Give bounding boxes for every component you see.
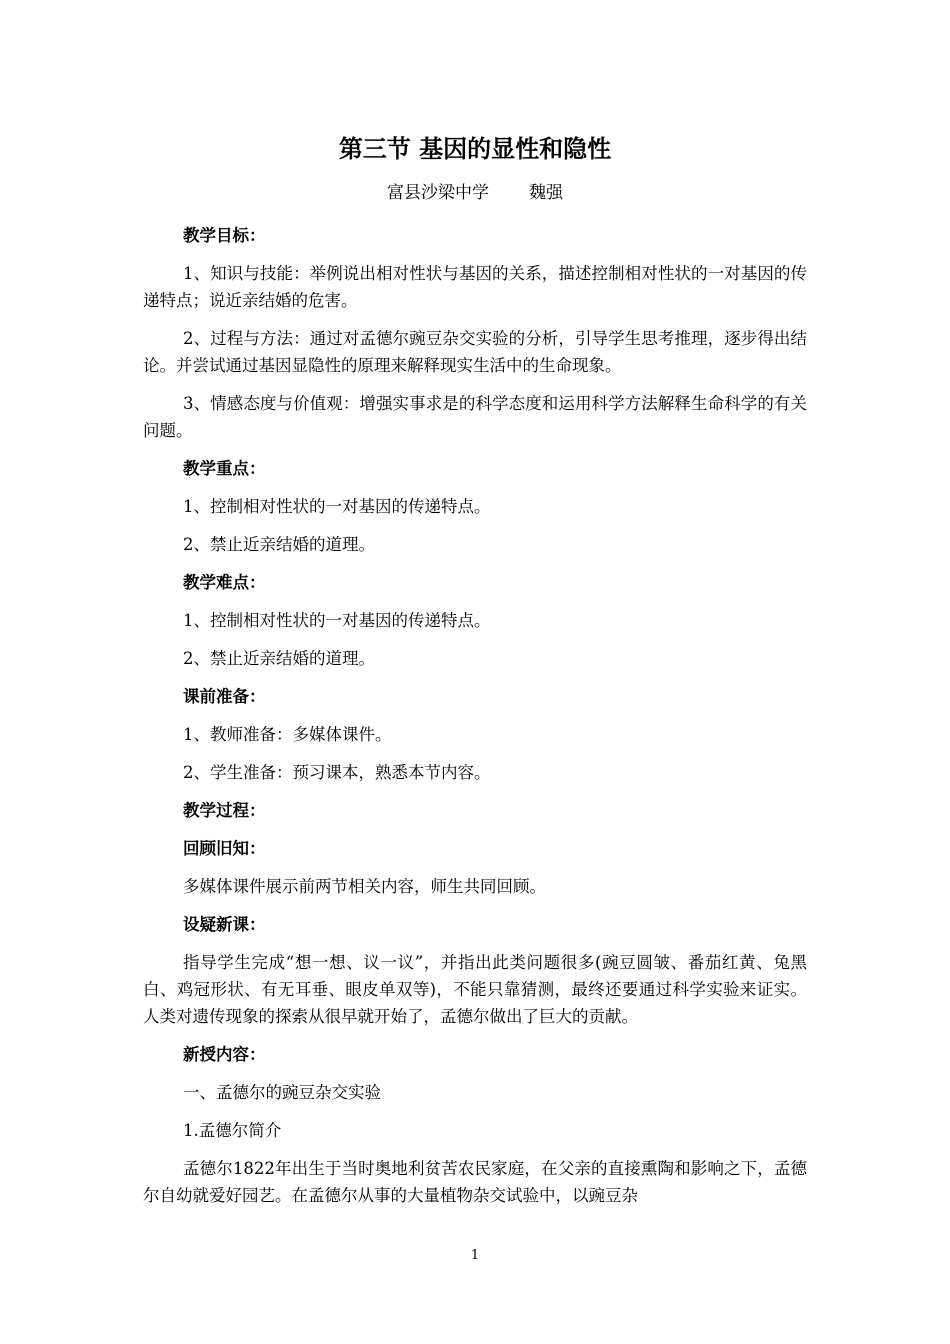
key-point-item: 2、禁止近亲结婚的道理。 (183, 535, 375, 554)
subsection-heading: 1.孟德尔简介 (183, 1121, 282, 1140)
review-text: 多媒体课件展示前两节相关内容，师生共同回顾。 (183, 877, 546, 896)
preparation-item: 2、学生准备：预习课本，熟悉本节内容。 (183, 763, 491, 782)
objective-item: 3、情感态度与价值观：增强实事求是的科学态度和运用科学方法解释生命科学的有关问题。 (143, 394, 807, 440)
author-school: 富县沙梁中学 (387, 183, 489, 203)
heading-preparation: 课前准备： (183, 687, 266, 706)
preparation-item: 1、教师准备：多媒体课件。 (183, 725, 392, 744)
page-number: 1 (470, 1248, 480, 1263)
heading-objectives: 教学目标： (183, 226, 266, 245)
heading-intro: 设疑新课： (183, 915, 266, 934)
objective-item: 1、知识与技能：举例说出相对性状与基因的关系，描述控制相对性状的一对基因的传递特点；说近亲结婚的危害。 (143, 264, 807, 310)
author-line (0, 180, 950, 206)
document-title: 第三节 基因的显性和隐性 (338, 135, 612, 163)
heading-difficulties: 教学难点： (183, 573, 266, 592)
heading-review: 回顾旧知： (183, 839, 266, 858)
objective-item: 2、过程与方法：通过对孟德尔豌豆杂交实验的分析，引导学生思考推理，逐步得出结论。并尝试通过基因显隐性的原理来解释现实生活中的生命现象。 (143, 329, 807, 375)
heading-key-points: 教学重点： (183, 459, 266, 478)
difficulty-item: 1、控制相对性状的一对基因的传递特点。 (183, 611, 491, 630)
key-point-item: 1、控制相对性状的一对基因的传递特点。 (183, 497, 491, 516)
intro-text: 指导学生完成“想一想、议一议”，并指出此类问题很多(豌豆圆皱、番茄红黄、兔黑白、鸡冠形状、有无耳垂、眼皮单双等)，不能只靠猜测，最终还要通过科学实验来证实。人类对遗传现象的探索从很早就开始了，孟德尔做出了巨大的贡献。 (143, 953, 807, 1026)
document-body (143, 222, 807, 1220)
body-paragraph: 孟德尔1822年出生于当时奥地利贫苦农民家庭，在父亲的直接熏陶和影响之下，孟德尔自幼就爱好园艺。在孟德尔从事的大量植物杂交试验中，以豌豆杂 (143, 1159, 807, 1205)
difficulty-item: 2、禁止近亲结婚的道理。 (183, 649, 375, 668)
heading-new-content: 新授内容： (183, 1045, 266, 1064)
heading-process: 教学过程： (183, 801, 266, 820)
section-heading: 一、孟德尔的豌豆杂交实验 (183, 1083, 381, 1102)
author-name: 魏强 (529, 183, 563, 203)
